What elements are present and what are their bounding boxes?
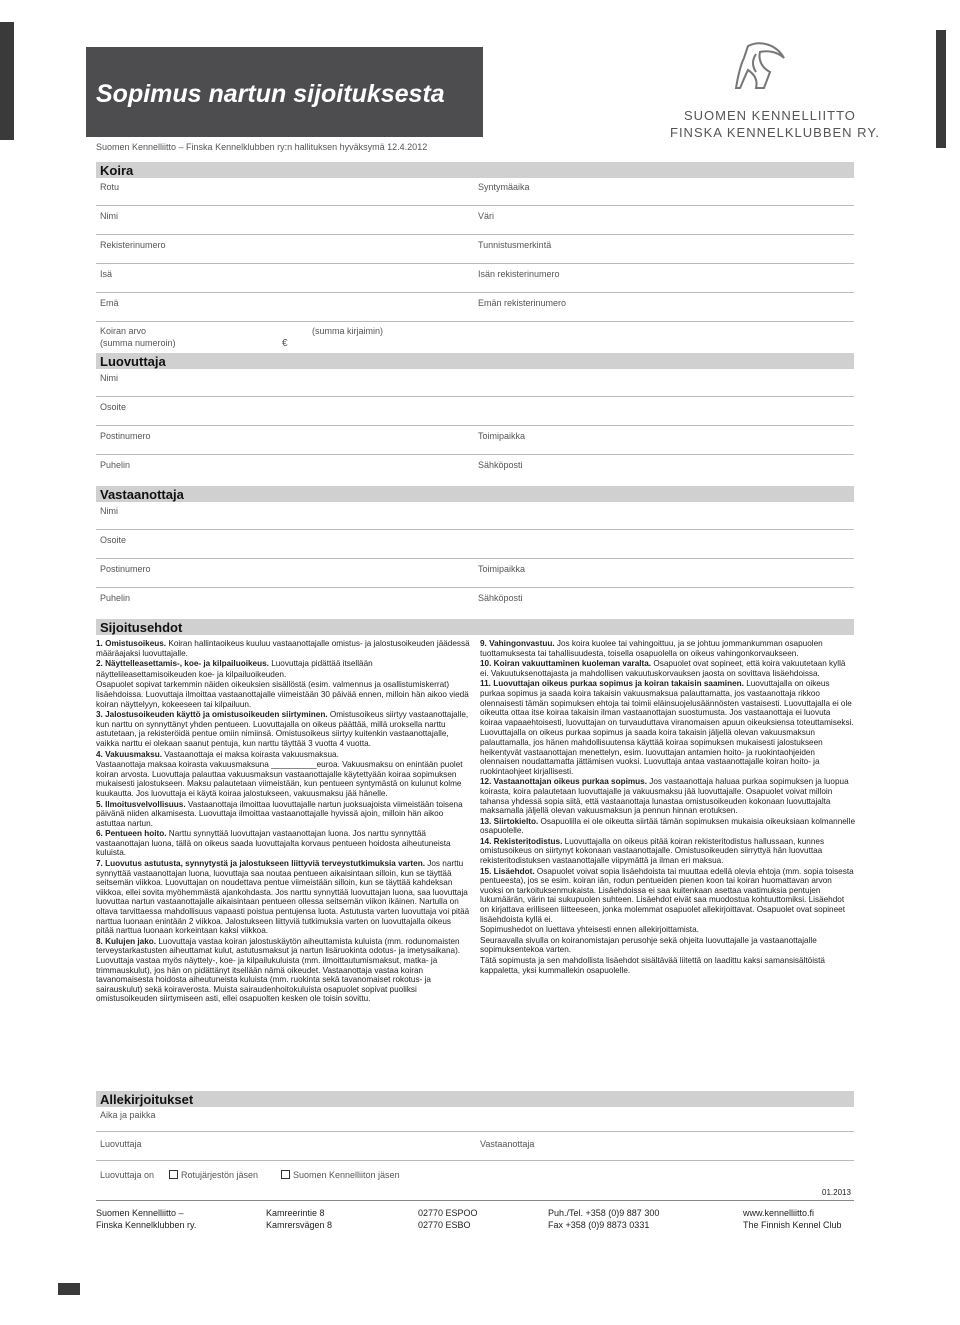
term-heading: 6. Pentueen hoito. (96, 829, 167, 839)
term-text: Luovuttaja vastaa koiran jalostuskäytön aiheuttamista kuluista (mm. rodunomaisten terveystarkastusten aiheuttamat kulut, astutusmaksut ja nartun lisäruokinta odotus- ja imetysaikana). Luovuttaja vastaa myös näyttely-, koe- ja kilpailukuluista (mm. ilmoittautumismaksut, matka- ja trimmauskulut), jos hän on pidättänyt itsellään nämä oikeudet. Vastaanottaja vastaa koiran tavanomaisesta hoidosta aiheutuneista kuluista (mm. ruokinta sekä tavanomaiset rokotus- ja sairauskulut) sekä koiraverosta. Muista sairaudenhoitokuluista osapuolet sopivat puoliksi omistusoikeuden siirtymiseen asti, ellei osapuolten kesken ole toisin sovittu. (96, 936, 461, 1004)
field-label-osoite: Osoite (100, 402, 127, 412)
field-line (96, 205, 854, 206)
terms-column-right (480, 639, 855, 976)
term-paragraph (96, 710, 471, 748)
field-label-isan-rek: Isän rekisterinumero (478, 269, 560, 279)
term-paragraph (480, 817, 855, 836)
term-heading: 1. Omistusoikeus. (96, 639, 167, 648)
field-line (96, 425, 854, 426)
term-text: Sopimushedot on luettava yhteisesti ennen allekirjoittamista. (480, 925, 699, 935)
term-paragraph (96, 937, 471, 1004)
rotujarjesto-checkbox[interactable] (169, 1170, 178, 1179)
field-label-sahkoposti: Sähköposti (478, 593, 523, 603)
field-label-toimipaikka: Toimipaikka (478, 431, 526, 441)
term-heading: 3. Jalostusoikeuden käyttö ja omistusoikeuden siirtyminen. (96, 710, 328, 720)
term-text: Vastaanottaja maksaa koirasta vakuusmaksuna __________euroa. Vakuusmaksu on enintään puolet koiran arvosta. Luovuttaja palauttaa vakuusmaksun vastaanottajalle käytettyään koiraa sopimuksen mukaisesti jalostukseen. Maksu palautetaan viimeistään, kun pentueen syntymästä on kulunut kolme kuukautta. Jos luovuttaja ei käytä koiraa jalostukseen, vakuusmaksu jää hänelle. (96, 760, 463, 798)
page-title: Sopimus nartun sijoituksesta (96, 80, 445, 108)
field-label-postinumero: Postinumero (100, 431, 151, 441)
field-line (96, 234, 854, 235)
field-label-postinumero: Postinumero (100, 564, 151, 574)
field-label-rotu: Rotu (100, 182, 120, 192)
term-text: Vastaanottaja ilmoittaa luovuttajalle nartun juoksuajoista viimeistään toisena päivänä niiden alkamisesta. Luovuttaja ilmoittaa vastaanottajalle hyvissä ajoin, milloin hän aikoo astuttaa nartun. (96, 799, 463, 828)
term-text: Luovuttajalla on oikeus purkaa sopimus ja saada koira takaisin vakuusmaksua palauttamatta, jos vastaanottaja rikkoo olennaisesti tämän sopimuksen ehtoja tai toimii eläinsuojelusäännösten vastaisesti. Luovuttajalla ei ole oikeutta ottaa itse koiraa takaisin ilman vastaanottajan suostumusta. Jos vastaanottaja ei luovuta koiraa vapaaehtoisesti, luovuttajan on turvauduttava viranomaisen apuun oikeuksiensa toteuttamiseksi. (480, 679, 854, 727)
footer-postcode-2: 02770 ESBO (418, 1220, 471, 1230)
term-paragraph (480, 956, 855, 975)
footer-phone: Puh./Tel. +358 (0)9 887 300 (548, 1208, 660, 1218)
term-paragraph (96, 750, 471, 760)
term-paragraph (96, 829, 471, 858)
field-label-nimi: Nimi (100, 373, 118, 383)
org-name-fi: SUOMEN KENNELLIITTO (684, 108, 856, 123)
field-line (96, 558, 854, 559)
field-label-arvo-kirjaimin: (summa kirjaimin) (312, 326, 384, 336)
footer-fax: Fax +358 (0)9 8873 0331 (548, 1220, 650, 1230)
term-paragraph (96, 800, 471, 829)
term-heading: 5. Ilmoitusvelvollisuus. (96, 799, 186, 809)
term-text: Jos vastaanottaja haluaa purkaa sopimuksen ja luopua koirasta, koira palautetaan luovuttajalle ja vakuusmaksu jää luovuttajalle. Osapuolet voivat milloin tahansa yhdessä sopia siitä, että vastaanottaja lunastaa omistusoikeuden kokonaan luovuttajalta maksamalla jäljellä olevan vakuusmaksun ja pennun hinnan erotuksen. (480, 777, 849, 816)
approval-note: Suomen Kennelliitto – Finska Kennelklubben ry:n hallituksen hyväksymä 12.4.2012 (96, 142, 428, 152)
field-label-tunnistusmerkinta: Tunnistusmerkintä (478, 240, 552, 250)
term-heading: 15. Lisäehdot. (480, 866, 535, 876)
term-text: Luovuttaja pidättää itsellään (268, 659, 373, 669)
footer-address-2: Kamrersvägen 8 (266, 1220, 333, 1230)
term-text: Luovuttajalla on oikeus purkaa sopimus ja saada koira takaisin jäljellä olevan vakuusmaksun palauttamalla, jos hänen mahdollisuutensa käyttää koiraa sopimuksen mukaisesti jalostukseen heikentyvät vastaanottajan menettelyn, esim. luovuttajan antamien hoito- ja ruokintaohjeiden olennaisen noudattamatta jättämisen vuoksi. Luovuttaja antaa vastaanottajalle koiran hoito- ja ruokintaohjeet kirjallisesti. (480, 728, 823, 776)
field-label-rekisterinumero: Rekisterinumero (100, 240, 166, 250)
field-line (96, 587, 854, 588)
field-label-ema: Emä (100, 298, 119, 308)
term-heading: 9. Vahingonvastuu. (480, 639, 555, 648)
term-paragraph (96, 760, 471, 798)
term-heading: 10. Koiran vakuuttaminen kuoleman varalta. (480, 659, 652, 669)
term-heading: 8. Kulujen jako. (96, 936, 157, 946)
field-line (96, 292, 854, 293)
term-paragraph (96, 680, 471, 709)
field-label-puhelin: Puhelin (100, 460, 131, 470)
field-label-sahkoposti: Sähköposti (478, 460, 523, 470)
section-band-koira (96, 162, 854, 178)
field-line (96, 1160, 854, 1161)
term-paragraph (480, 925, 855, 935)
term-text: Koiran hallintaoikeus kuuluu vastaanottajalle omistus- ja jalostusoikeuden jäädessä määräajaksi luovuttajalle. (96, 639, 470, 658)
term-paragraph (480, 777, 855, 815)
term-text: Narttu synnyttää luovuttajan vastaanottajan luona. Jos narttu synnyttää vastaanottajan luona, tällä on oikeus saada luovuttajalta korvaus pentueen hoidosta aiheutuneista kuluista. (96, 829, 451, 858)
term-paragraph (480, 936, 855, 955)
footer-address-1: Kamreerintie 8 (266, 1208, 325, 1218)
field-label-arvo: Koiran arvo (100, 326, 147, 336)
term-text: Osapuolet voivat sopia lisäehdoista tai muuttaa edellä olevia ehtoja (mm. sopia toisesta pentueesta), jos se esim. koiran iän, rodun pentueiden pienen koon tai koiran huomattavan arvon vuoksi on tarkoituksenmukaista. Lisäehdoissa ei saa kuitenkaan asettaa vaatimuksia pentujen lukumäärän, värin tai sukupuolen suhteen. Lisäehdot eivät saa muodostua kohtuuttomiksi. Lisäehdot on kirjattava erilliseen liitteeseen, jonka molemmat osapuolet allekirjoittavat. Osapuolet ovat sopineet lisäehdoista kyllä ei. (480, 866, 854, 924)
field-label-puhelin: Puhelin (100, 593, 131, 603)
section-title-luovuttaja: Luovuttaja (100, 354, 166, 369)
term-paragraph (480, 659, 855, 678)
term-text: Osapuolet sopivat tarkemmin näiden oikeuksien sisällöstä (esim. valmennus ja osallistumiskerrat) lisäehdoissa. Luovuttaja ilmoittaa vastaanottajalle viimeistään 30 päivää ennen, milloin hän aikoo viedä koiran näyttelyyn, kokeeseen tai kilpailuun. (96, 680, 469, 709)
footer-club-name: The Finnish Kennel Club (743, 1220, 842, 1230)
field-label-eman-rek: Emän rekisterinumero (478, 298, 567, 308)
term-paragraph (96, 670, 471, 680)
section-title-vastaanottaja: Vastaanottaja (100, 487, 184, 502)
term-heading: 7. Luovutus astutusta, synnytystä ja jalostukseen liittyviä terveystutkimuksia varten. (96, 859, 425, 869)
kennelliitto-label: Suomen Kennelliiton jäsen (293, 1170, 400, 1180)
term-text: Osapuolet ovat sopineet, että koira vakuutetaan kyllä ei. Vakuutuksenottajasta ja mahdollisen vakuutuskorvauksen jaosta on sovittava lisäehdoissa. (480, 659, 846, 678)
section-band-vastaanottaja (96, 486, 854, 502)
term-text: Jos narttu synnyttää vastaanottajan luona, luovuttaja saa noutaa pentueen aikaisintaan silloin, kun se täyttää seitsemän viikkoa. Luovuttajan on noudettava pentue viimeistään silloin, kun se täyttää kahdeksan viikkoa, ellei sovita myöhemmästä ajankohdasta. Jos narttu synnyttää luovuttajan luona, saa luovuttaja luovuttaa nartun vastaanottajalle aikaisintaan pentueen ollessa seitsemän viikon ikäinen. Nartulla on oltava tarvittaessa mahdollisuus vapaasti poistua pentujensa luota. Astutusta varten luovuttaja voi pitää narttua luonaan enintään 2 viikkoa. Jalostukseen liittyviä tutkimuksia varten on luovuttajalla oikeus pitää narttua luonaan korkeintaan kaksi viikkoa. (96, 859, 470, 936)
section-band-luovuttaja (96, 353, 854, 369)
term-text: Omistusoikeus siirtyy vastaanottajalle, kun narttu on synnyttänyt yhden pentueen. Luovuttajalla on oikeus päättää, millä uroksella narttu astutetaan, ja rekisteröidä pentue omiin nimiinsä. Omistusoikeus siirtyy kuitenkin vastaanottajalle, vaikka narttu ei olekaan saanut pentuja, kun narttu täyttää 3 vuotta 4 vuotta. (96, 710, 469, 748)
term-paragraph (96, 639, 471, 658)
term-text: Jos koira kuolee tai vahingoittuu, ja se johtuu jommankumman osapuolen tuottamuksesta tai tahallisuudesta, toisella osapuolella on oikeus vahingonkorvaukseen. (480, 639, 823, 658)
field-line (96, 263, 854, 264)
term-paragraph (480, 679, 855, 727)
field-line (96, 396, 854, 397)
term-heading: 4. Vakuusmaksu. (96, 749, 162, 759)
term-heading: 14. Rekisteritodistus. (480, 836, 563, 846)
field-label-aika-paikka: Aika ja paikka (100, 1110, 156, 1120)
field-label-toimipaikka: Toimipaikka (478, 564, 526, 574)
footer-org-1: Suomen Kennelliitto – (96, 1208, 184, 1218)
term-text: näyttelileasettamisoikeuden koe- ja kilpailuoikeuden. (96, 669, 287, 679)
field-label-isa: Isä (100, 269, 113, 279)
field-label-arvo-numeroin: (summa numeroin) (100, 338, 176, 348)
section-band-sijoitusehdot (96, 619, 854, 635)
footer-org-2: Finska Kennelklubben ry. (96, 1220, 197, 1230)
term-paragraph (480, 728, 855, 776)
term-heading: 2. Näyttelleasettamis-, koe- ja kilpailuoikeus. (96, 659, 269, 669)
section-title-sijoitusehdot: Sijoitusehdot (100, 620, 183, 635)
term-paragraph (96, 859, 471, 936)
term-paragraph (96, 659, 471, 669)
term-text: Luovuttajalla on oikeus pitää koiran rekisteritodistus hallussaan, kunnes omistusoikeus on siirtynyt kokonaan vastaanottajalle. Omistusoikeuden siirryttyä hän luovuttaa rekisteritodistuksen vastaanottajalle viipymättä ja ilman eri maksua. (480, 836, 825, 866)
dog-head-logo-icon (730, 38, 790, 96)
field-line (96, 1131, 854, 1132)
term-heading: 13. Siirtokielto. (480, 816, 539, 826)
field-label-nimi: Nimi (100, 506, 118, 516)
org-name-sv: FINSKA KENNELKLUBBEN RY. (670, 125, 880, 140)
section-band-allekirjoitukset (96, 1091, 854, 1107)
euro-sign: € (282, 338, 288, 349)
term-paragraph (480, 639, 855, 658)
term-text: Tätä sopimusta ja sen mahdollista lisäehdot sisältävää liitettä on laadittu kaksi samansisältöistä kappaletta, yksi kummallekin osapuolelle. (480, 956, 825, 975)
term-text: Osapuolilla ei ole oikeutta siirtää tämän sopimuksen mukaisia oikeuksiaan kolmannelle osapuolelle. (480, 816, 855, 836)
field-label-syntymaaika: Syntymäaika (478, 182, 530, 192)
field-line (96, 321, 854, 322)
footer-rule (96, 1200, 854, 1201)
section-title-allekirjoitukset: Allekirjoitukset (100, 1092, 194, 1107)
term-paragraph (480, 867, 855, 925)
rotujarjesto-label: Rotujärjestön jäsen (181, 1170, 259, 1180)
term-text: Seuraavalla sivulla on koiranomistajan perusohje sekä ohjeita luovuttajalle ja vastaanottajalle sopimuksentekoa varten. (480, 935, 817, 955)
signature-label-vastaanottaja: Vastaanottaja (480, 1139, 535, 1149)
field-line (96, 454, 854, 455)
footer-website-link[interactable]: www.kennelliitto.fi (743, 1208, 815, 1218)
field-label-nimi: Nimi (100, 211, 118, 221)
kennelliitto-checkbox[interactable] (281, 1170, 290, 1179)
section-title-koira: Koira (100, 163, 134, 178)
signature-label-luovuttaja: Luovuttaja (100, 1139, 142, 1149)
edge-marker (0, 22, 14, 140)
term-heading: 12. Vastaanottajan oikeus purkaa sopimus. (480, 777, 647, 787)
field-line (96, 529, 854, 530)
edge-marker (58, 1283, 80, 1295)
field-label-vari: Väri (478, 211, 495, 221)
terms-column-left (96, 639, 471, 1005)
member-label: Luovuttaja on (100, 1170, 155, 1180)
term-paragraph (480, 837, 855, 866)
footer-postcode-1: 02770 ESPOO (418, 1208, 478, 1218)
edge-marker (936, 30, 946, 148)
term-heading: 11. Luovuttajan oikeus purkaa sopimus ja koiran takaisin saaminen. (480, 679, 744, 689)
term-text: Vastaanottaja ei maksa koirasta vakuusmaksua. (162, 749, 339, 759)
field-label-osoite: Osoite (100, 535, 127, 545)
footer-date: 01.2013 (822, 1188, 851, 1197)
